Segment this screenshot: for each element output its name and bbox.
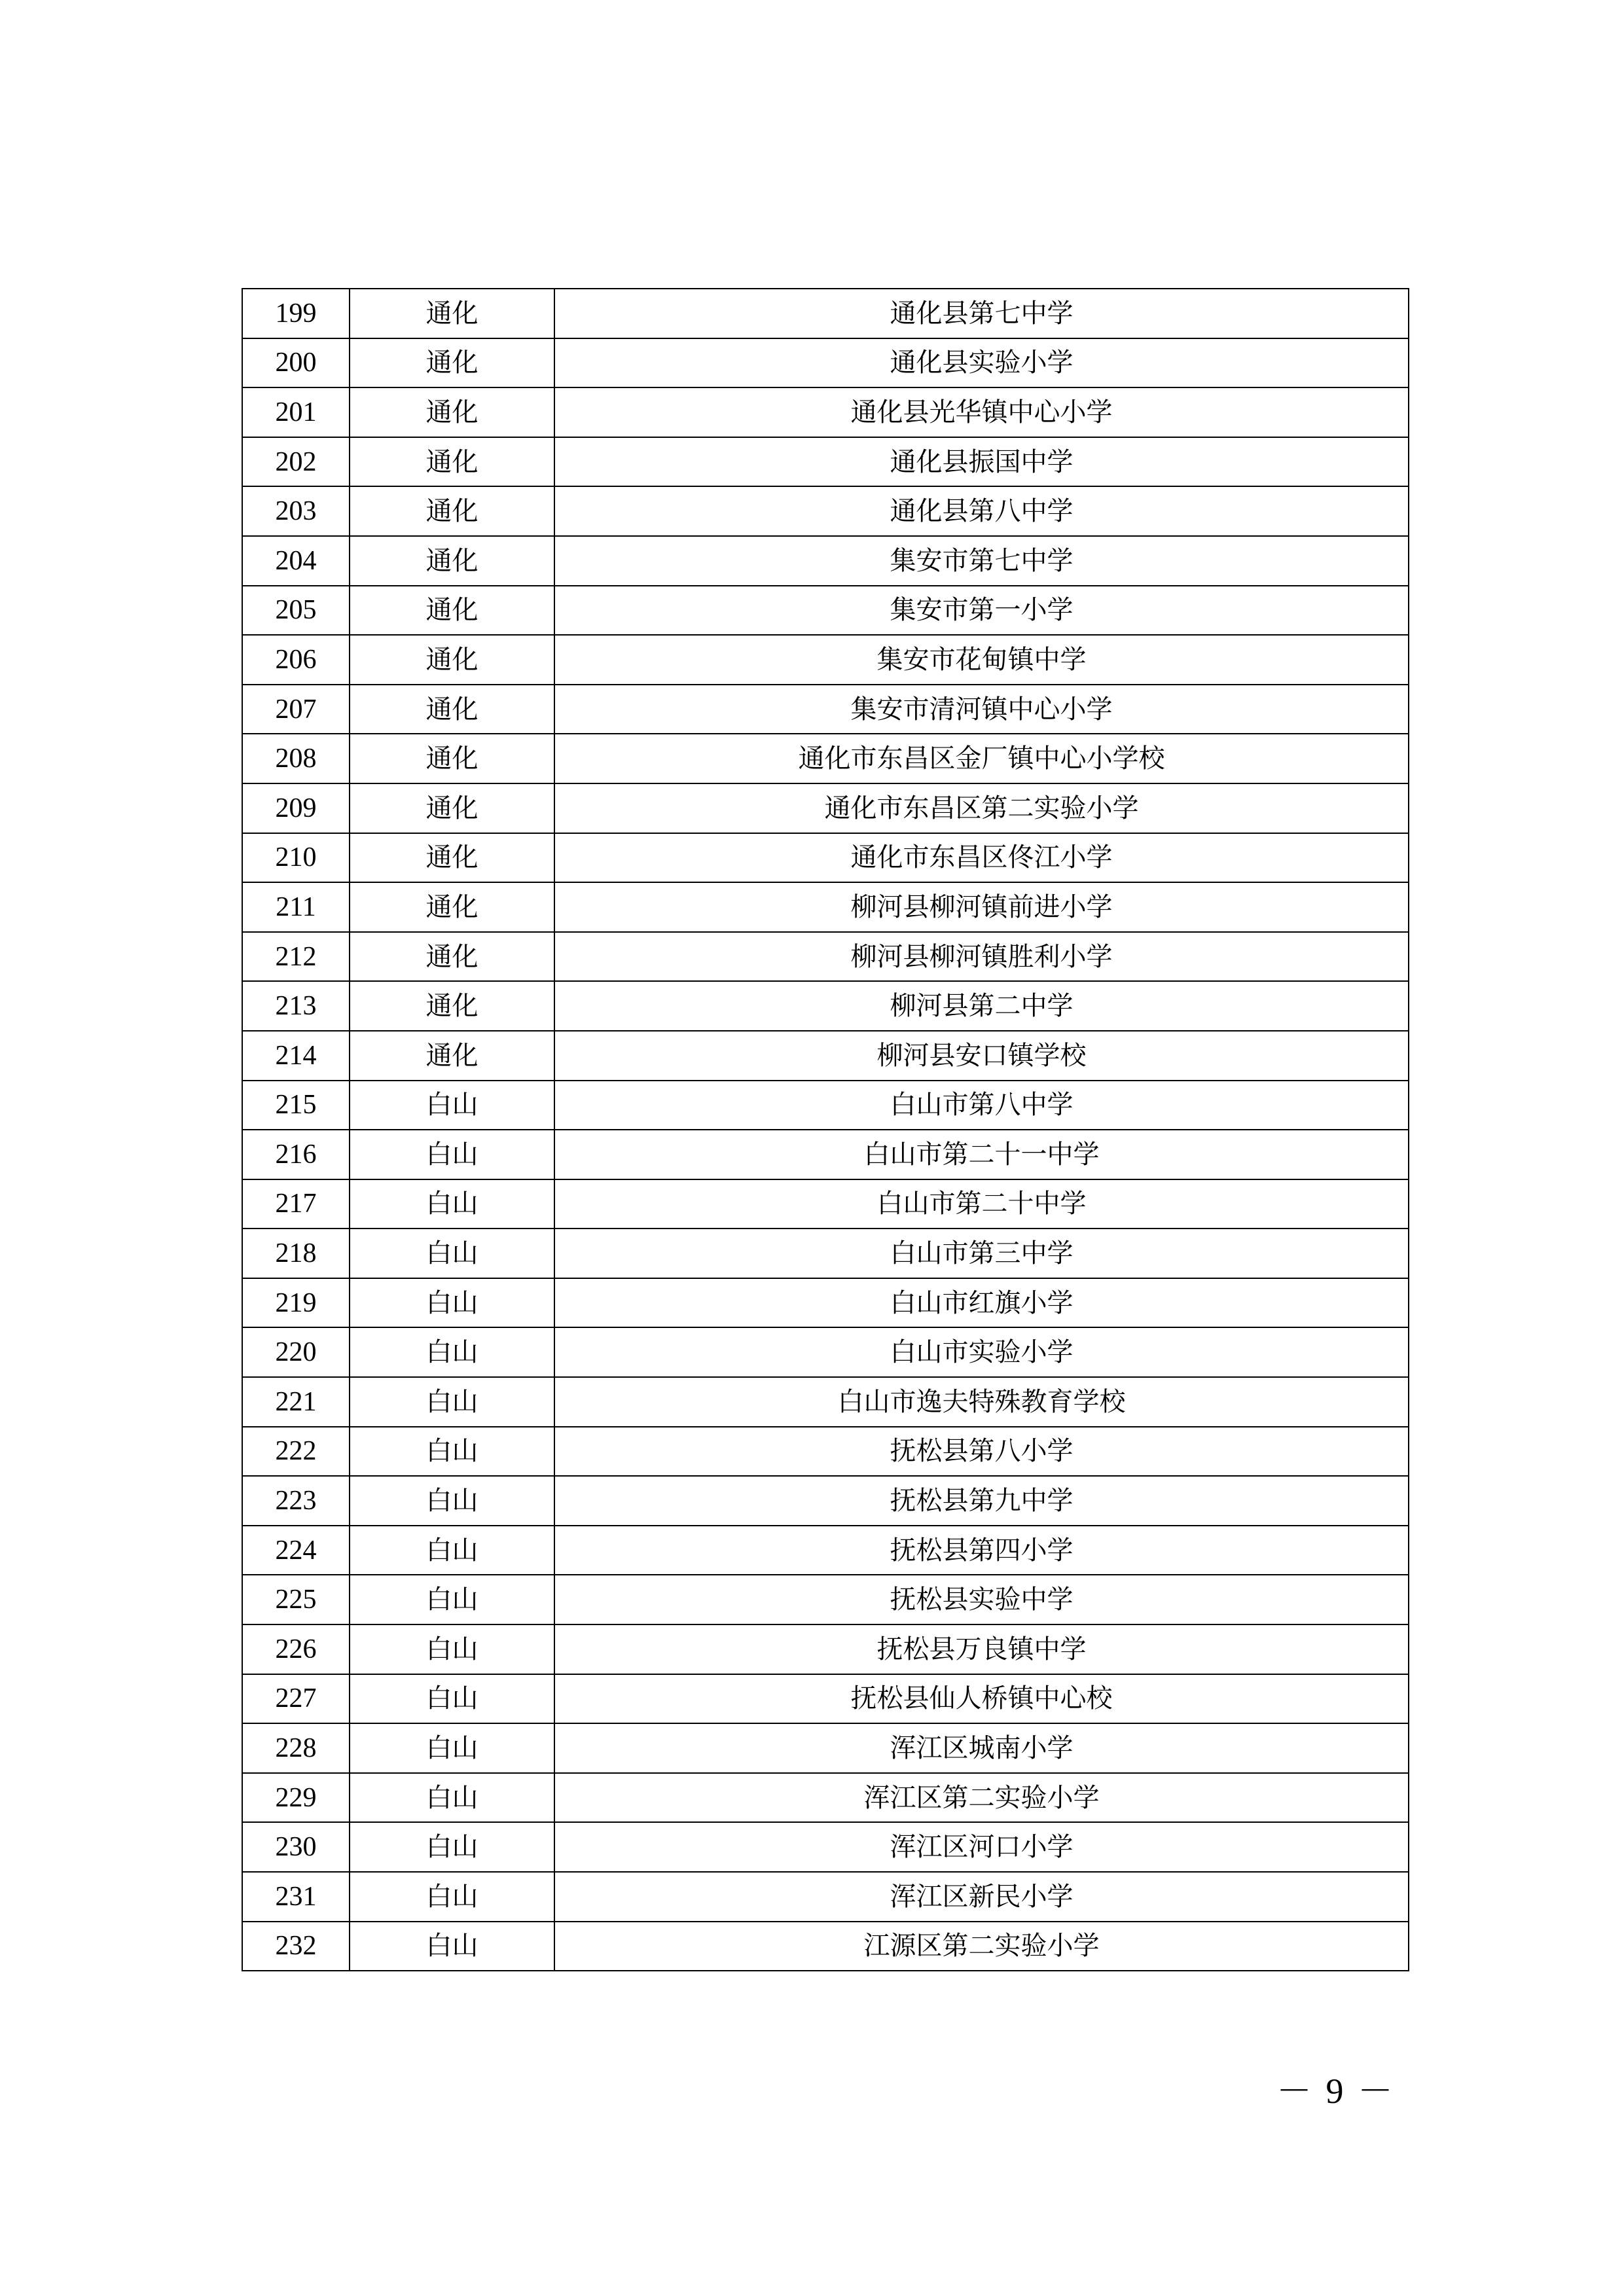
- school-name-cell: 白山市第二十中学: [554, 1179, 1409, 1229]
- row-number-cell: 208: [242, 734, 350, 783]
- table-row: [242, 1723, 1409, 1773]
- school-name-cell: 抚松县第九中学: [554, 1476, 1409, 1526]
- school-name-cell: 白山市第三中学: [554, 1229, 1409, 1278]
- table-row: [242, 1031, 1409, 1081]
- region-cell: 通化: [350, 981, 554, 1031]
- table-row: [242, 1526, 1409, 1575]
- table-row: [242, 486, 1409, 536]
- region-cell: 白山: [350, 1229, 554, 1278]
- school-name-cell: 浑江区河口小学: [554, 1822, 1409, 1872]
- row-number-cell: 222: [242, 1427, 350, 1477]
- table-row: [242, 1229, 1409, 1278]
- table-row: [242, 635, 1409, 685]
- school-name-cell: 白山市第二十一中学: [554, 1130, 1409, 1179]
- row-number-cell: 201: [242, 387, 350, 437]
- region-cell: 白山: [350, 1922, 554, 1971]
- row-number-cell: 213: [242, 981, 350, 1031]
- table-row: [242, 437, 1409, 487]
- region-cell: 通化: [350, 783, 554, 833]
- region-cell: 白山: [350, 1872, 554, 1922]
- table-row: [242, 1327, 1409, 1377]
- row-number-cell: 225: [242, 1575, 350, 1624]
- school-name-cell: 通化县第七中学: [554, 289, 1409, 338]
- school-name-cell: 柳河县柳河镇前进小学: [554, 882, 1409, 932]
- region-cell: 白山: [350, 1427, 554, 1477]
- school-name-cell: 浑江区第二实验小学: [554, 1773, 1409, 1823]
- row-number-cell: 200: [242, 338, 350, 388]
- row-number-cell: 218: [242, 1229, 350, 1278]
- row-number-cell: 217: [242, 1179, 350, 1229]
- school-name-cell: 通化市东昌区佟江小学: [554, 833, 1409, 883]
- table-row: [242, 1278, 1409, 1328]
- row-number-cell: 204: [242, 536, 350, 586]
- school-name-cell: 抚松县第四小学: [554, 1526, 1409, 1575]
- school-name-cell: 集安市第一小学: [554, 586, 1409, 636]
- region-cell: 通化: [350, 437, 554, 487]
- school-name-cell: 浑江区新民小学: [554, 1872, 1409, 1922]
- table-row: [242, 932, 1409, 982]
- row-number-cell: 231: [242, 1872, 350, 1922]
- school-name-cell: 白山市逸夫特殊教育学校: [554, 1377, 1409, 1427]
- row-number-cell: 228: [242, 1723, 350, 1773]
- row-number-cell: 221: [242, 1377, 350, 1427]
- region-cell: 白山: [350, 1377, 554, 1427]
- school-name-cell: 通化县第八中学: [554, 486, 1409, 536]
- table-row: [242, 1427, 1409, 1477]
- region-cell: 通化: [350, 734, 554, 783]
- region-cell: 通化: [350, 289, 554, 338]
- table-row: [242, 1377, 1409, 1427]
- table-row: [242, 1872, 1409, 1922]
- region-cell: 通化: [350, 882, 554, 932]
- school-name-cell: 抚松县实验中学: [554, 1575, 1409, 1624]
- school-name-cell: 集安市清河镇中心小学: [554, 685, 1409, 734]
- region-cell: 通化: [350, 635, 554, 685]
- region-cell: 通化: [350, 833, 554, 883]
- table-row: [242, 586, 1409, 636]
- region-cell: 白山: [350, 1179, 554, 1229]
- row-number-cell: 210: [242, 833, 350, 883]
- region-cell: 通化: [350, 338, 554, 388]
- row-number-cell: 232: [242, 1922, 350, 1971]
- row-number-cell: 215: [242, 1081, 350, 1130]
- region-cell: 通化: [350, 536, 554, 586]
- table-row: [242, 685, 1409, 734]
- row-number-cell: 209: [242, 783, 350, 833]
- region-cell: 白山: [350, 1278, 554, 1328]
- row-number-cell: 220: [242, 1327, 350, 1377]
- row-number-cell: 202: [242, 437, 350, 487]
- table-row: [242, 981, 1409, 1031]
- table-row: [242, 1130, 1409, 1179]
- region-cell: 白山: [350, 1773, 554, 1823]
- table-row: [242, 833, 1409, 883]
- school-name-cell: 集安市第七中学: [554, 536, 1409, 586]
- school-name-cell: 白山市红旗小学: [554, 1278, 1409, 1328]
- table-row: [242, 1081, 1409, 1130]
- row-number-cell: 219: [242, 1278, 350, 1328]
- region-cell: 通化: [350, 1031, 554, 1081]
- table-row: [242, 289, 1409, 338]
- table-row: [242, 338, 1409, 388]
- table-row: [242, 882, 1409, 932]
- school-name-cell: 抚松县第八小学: [554, 1427, 1409, 1477]
- school-name-cell: 集安市花甸镇中学: [554, 635, 1409, 685]
- region-cell: 白山: [350, 1674, 554, 1724]
- region-cell: 通化: [350, 486, 554, 536]
- table-row: [242, 783, 1409, 833]
- row-number-cell: 214: [242, 1031, 350, 1081]
- row-number-cell: 206: [242, 635, 350, 685]
- row-number-cell: 207: [242, 685, 350, 734]
- school-name-cell: 柳河县柳河镇胜利小学: [554, 932, 1409, 982]
- table-row: [242, 1476, 1409, 1526]
- table-row: [242, 1773, 1409, 1823]
- school-name-cell: 柳河县安口镇学校: [554, 1031, 1409, 1081]
- row-number-cell: 211: [242, 882, 350, 932]
- school-name-cell: 通化市东昌区第二实验小学: [554, 783, 1409, 833]
- row-number-cell: 227: [242, 1674, 350, 1724]
- school-name-cell: 江源区第二实验小学: [554, 1922, 1409, 1971]
- region-cell: 白山: [350, 1130, 554, 1179]
- row-number-cell: 216: [242, 1130, 350, 1179]
- region-cell: 白山: [350, 1327, 554, 1377]
- row-number-cell: 230: [242, 1822, 350, 1872]
- row-number-cell: 229: [242, 1773, 350, 1823]
- school-list-table: [242, 288, 1409, 1971]
- table-row: [242, 734, 1409, 783]
- school-name-cell: 通化县实验小学: [554, 338, 1409, 388]
- school-name-cell: 通化县振国中学: [554, 437, 1409, 487]
- region-cell: 白山: [350, 1723, 554, 1773]
- row-number-cell: 212: [242, 932, 350, 982]
- region-cell: 白山: [350, 1081, 554, 1130]
- school-name-cell: 通化县光华镇中心小学: [554, 387, 1409, 437]
- table-row: [242, 1624, 1409, 1674]
- table-row: [242, 1674, 1409, 1724]
- table-row: [242, 1922, 1409, 1971]
- row-number-cell: 203: [242, 486, 350, 536]
- region-cell: 白山: [350, 1822, 554, 1872]
- region-cell: 白山: [350, 1526, 554, 1575]
- row-number-cell: 205: [242, 586, 350, 636]
- school-name-cell: 白山市实验小学: [554, 1327, 1409, 1377]
- region-cell: 通化: [350, 387, 554, 437]
- school-name-cell: 抚松县万良镇中学: [554, 1624, 1409, 1674]
- table-row: [242, 387, 1409, 437]
- table-body: [242, 289, 1409, 1971]
- table-row: [242, 536, 1409, 586]
- row-number-cell: 224: [242, 1526, 350, 1575]
- table-row: [242, 1822, 1409, 1872]
- region-cell: 通化: [350, 685, 554, 734]
- school-name-cell: 白山市第八中学: [554, 1081, 1409, 1130]
- row-number-cell: 226: [242, 1624, 350, 1674]
- region-cell: 白山: [350, 1575, 554, 1624]
- school-name-cell: 通化市东昌区金厂镇中心小学校: [554, 734, 1409, 783]
- region-cell: 通化: [350, 586, 554, 636]
- page-number: － 9 －: [1276, 2072, 1396, 2111]
- region-cell: 白山: [350, 1476, 554, 1526]
- table-row: [242, 1575, 1409, 1624]
- row-number-cell: 199: [242, 289, 350, 338]
- school-name-cell: 柳河县第二中学: [554, 981, 1409, 1031]
- school-name-cell: 抚松县仙人桥镇中心校: [554, 1674, 1409, 1724]
- region-cell: 白山: [350, 1624, 554, 1674]
- region-cell: 通化: [350, 932, 554, 982]
- row-number-cell: 223: [242, 1476, 350, 1526]
- table-row: [242, 1179, 1409, 1229]
- school-name-cell: 浑江区城南小学: [554, 1723, 1409, 1773]
